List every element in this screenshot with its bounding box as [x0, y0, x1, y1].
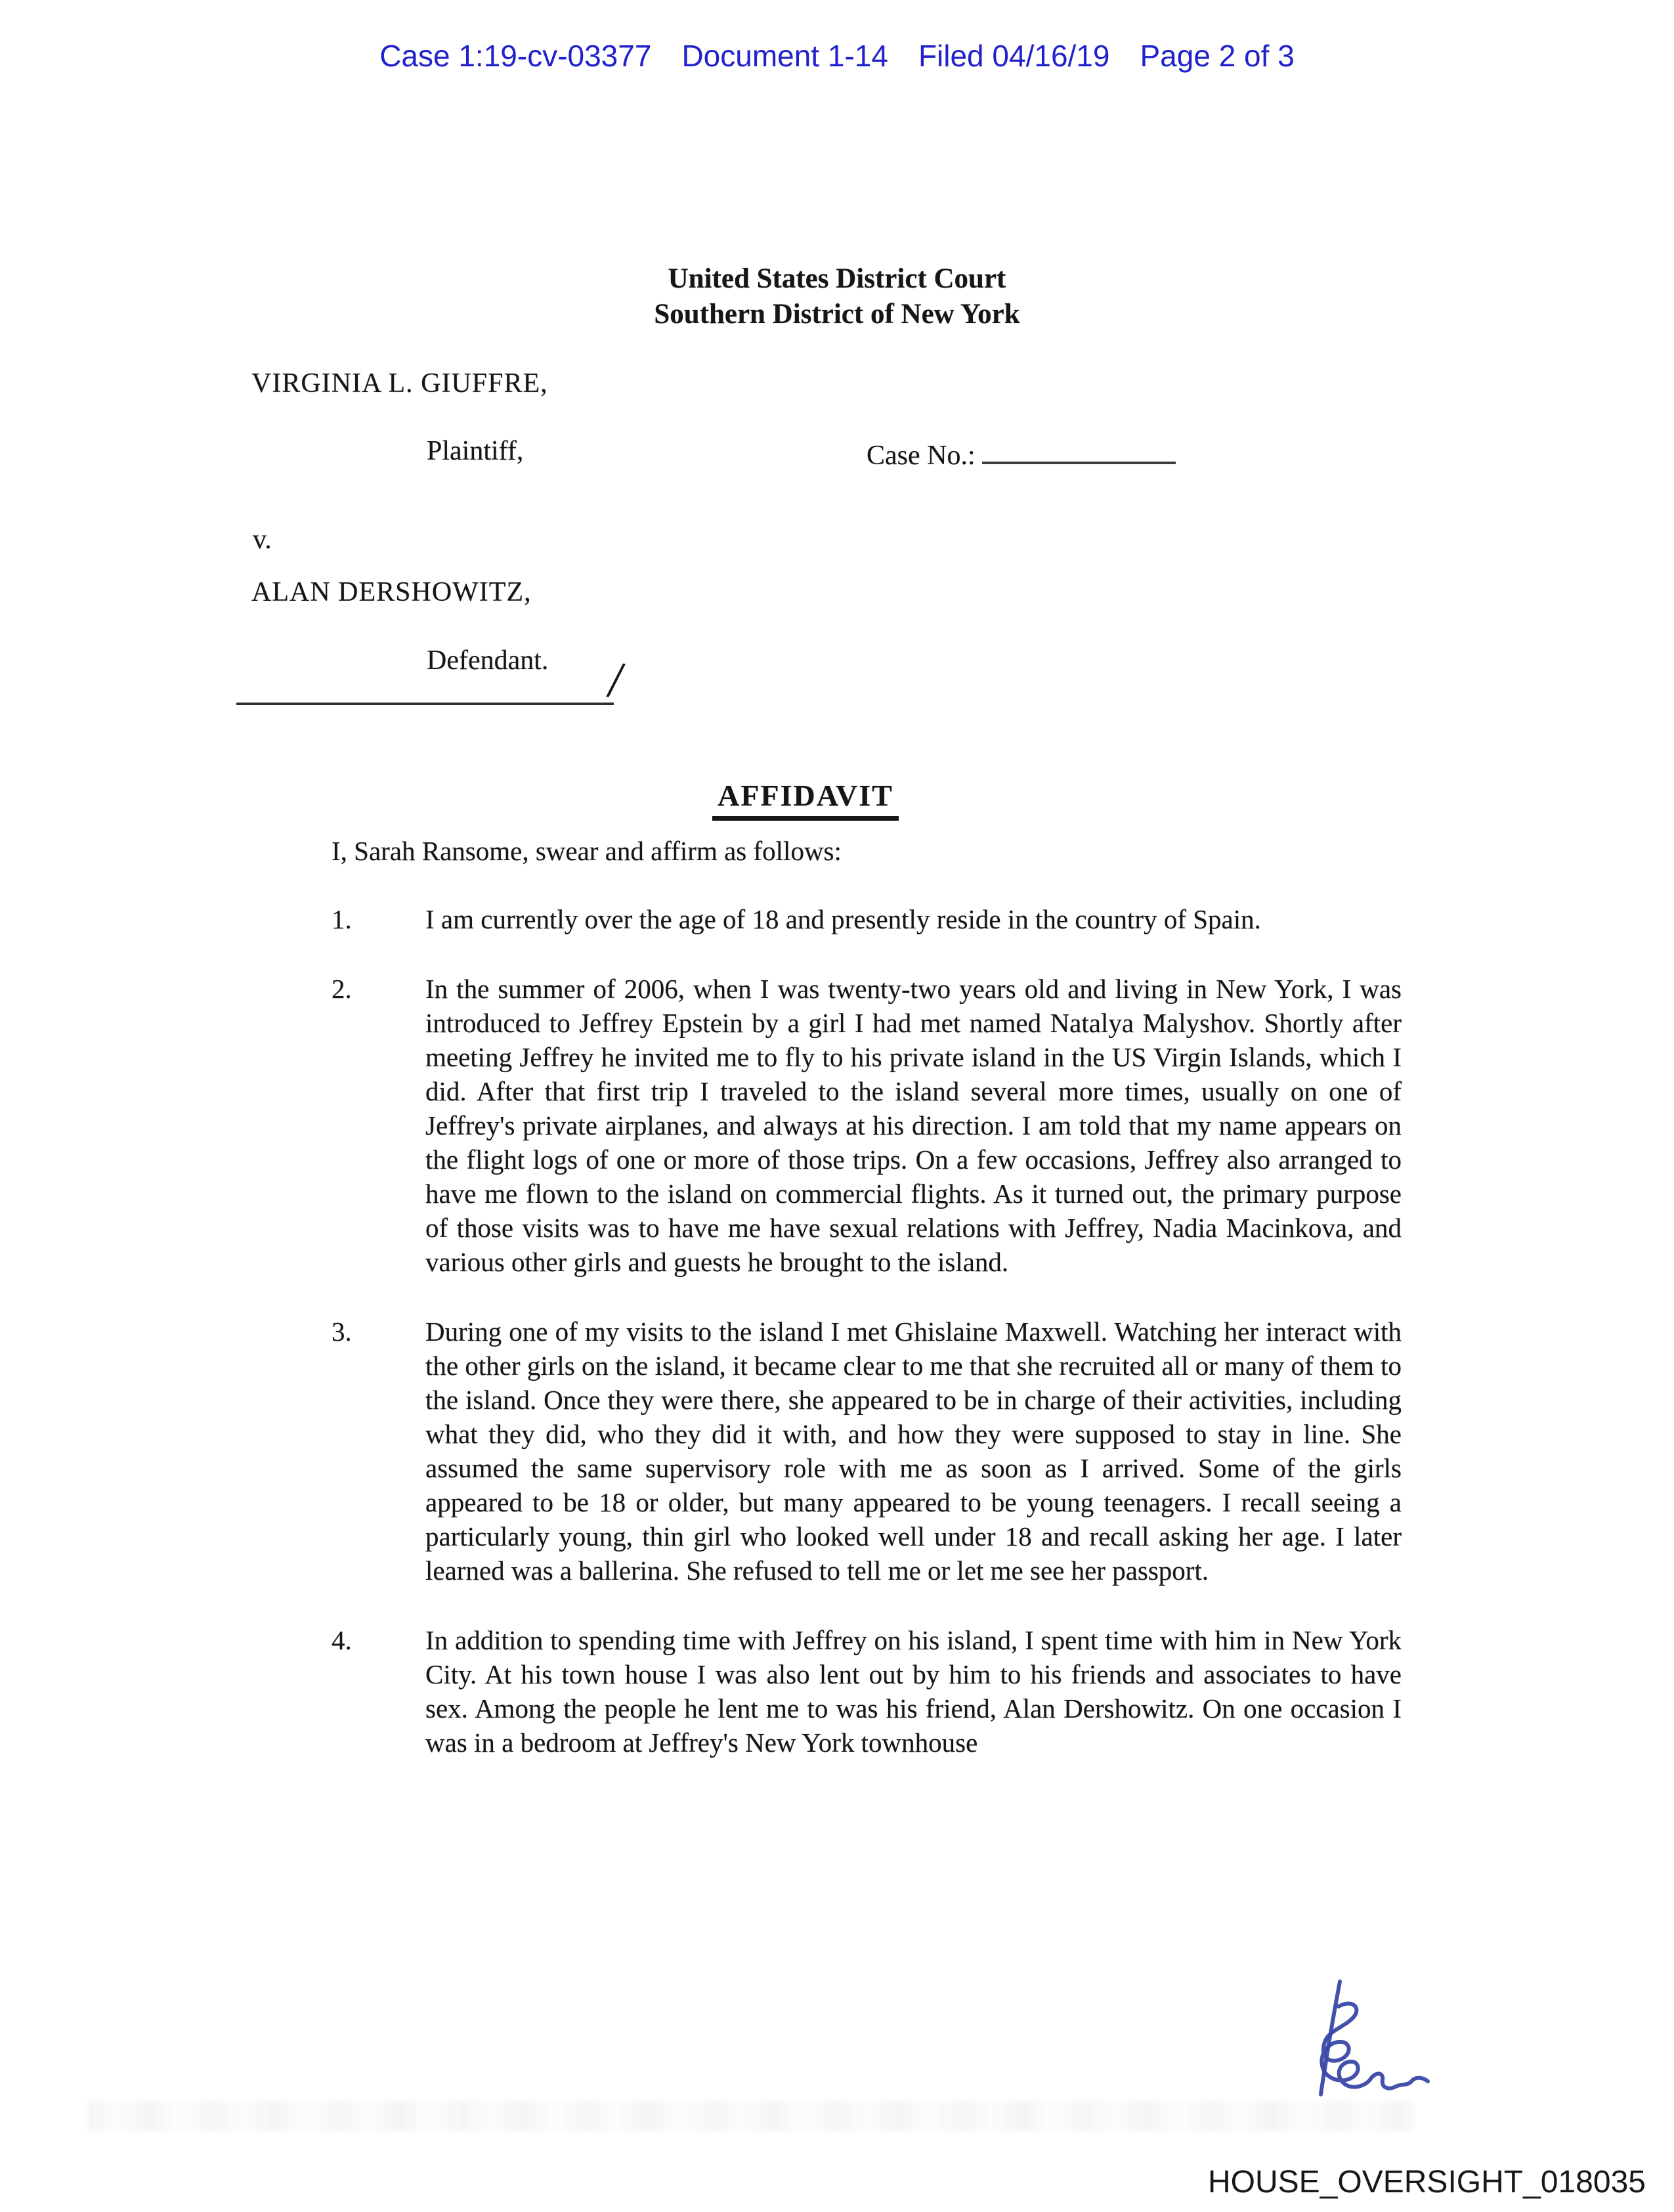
bates-number: HOUSE_OVERSIGHT_018035 — [1208, 2165, 1646, 2200]
signature-scribble — [1262, 1979, 1432, 2104]
caption-slash: / — [604, 650, 628, 710]
stamp-case-number: Case 1:19-cv-03377 — [379, 39, 652, 73]
faded-text-artifact — [88, 2101, 1414, 2131]
defendant-role: Defendant. — [427, 645, 549, 676]
defendant-name: ALAN DERSHOWITZ, — [251, 577, 532, 607]
plaintiff-name: VIRGINIA L. GIUFFRE, — [251, 368, 548, 399]
affidavit-title: AFFIDAVIT — [712, 778, 899, 821]
case-number-field — [867, 435, 1176, 471]
stamp-document-number: Document 1-14 — [681, 39, 888, 73]
affidavit-title-row — [0, 778, 1642, 821]
case-number-label: Case No.: — [867, 441, 976, 471]
affidavit-paragraph-1 — [332, 902, 1402, 936]
paragraph-number: 3. — [332, 1316, 352, 1347]
stamp-page-number: Page 2 of 3 — [1140, 39, 1295, 73]
court-title-line1: United States District Court — [668, 263, 1006, 294]
case-number-blank-line — [982, 435, 1176, 464]
court-title — [0, 261, 1674, 332]
paragraph-number: 2. — [332, 974, 352, 1004]
affidavit-paragraph-3 — [332, 1314, 1402, 1588]
versus-label: v. — [253, 525, 272, 555]
filing-stamp — [0, 38, 1674, 74]
paragraph-text: In the summer of 2006, when I was twenty-two years old and living in New York, I was introduced to Jeffrey Epstein by a girl I had met named Natalya Malyshov. Shortly after meeting Jeffrey he invited me to fly to his private island in the US Virgin Islands, which I did. After that first trip I traveled to the island several more times, usually on one of Jeffrey's private airplanes, and always at his direction. I am told that my name appears on the flight logs of one or more of those trips. On a few occasions, Jeffrey also arranged to have me flown to the island on commercial flights. As it turned out, the primary purpose of those visits was to have me have sexual relations with Jeffrey, Nadia Macinkova, and various other girls and guests he brought to the island. — [425, 974, 1402, 1277]
paragraph-number: 4. — [332, 1625, 352, 1655]
paragraph-number: 1. — [332, 904, 352, 934]
paragraph-text: I am currently over the age of 18 and presently reside in the country of Spain. — [425, 904, 1261, 934]
affidavit-paragraph-4 — [332, 1623, 1402, 1760]
court-title-line2: Southern District of New York — [654, 299, 1020, 330]
paragraph-text: In addition to spending time with Jeffrey on his island, I spent time with him in New York City. At his town house I was also lent out by him to his friends and associates to have sex. Among the people he lent me to was his friend, Alan Dershowitz. On one occasion I was in a bedroom at Jeffrey's New York townhouse — [425, 1625, 1402, 1758]
affidavit-paragraphs — [332, 902, 1402, 1760]
affidavit-intro: I, Sarah Ransome, swear and affirm as follows: — [332, 836, 842, 866]
paragraph-text: During one of my visits to the island I met Ghislaine Maxwell. Watching her interact with the other girls on the island, it became clear to me that she recruited all or many of them to the island. Once they were there, she appeared to be in charge of their activities, including what they did, who they did it with, and how they were supposed to stay in line. She assumed the same supervisory role with me as soon as I arrived. Some of the girls appeared to be 18 or older, but many appeared to be young teenagers. I recall seeing a particularly young, thin girl who looked well under 18 and recall asking her age. I later learned was a ballerina. She refused to tell me or let me see her passport. — [425, 1316, 1402, 1586]
affidavit-paragraph-2 — [332, 972, 1402, 1279]
plaintiff-role: Plaintiff, — [427, 436, 524, 466]
stamp-filed-date: Filed 04/16/19 — [918, 39, 1110, 73]
